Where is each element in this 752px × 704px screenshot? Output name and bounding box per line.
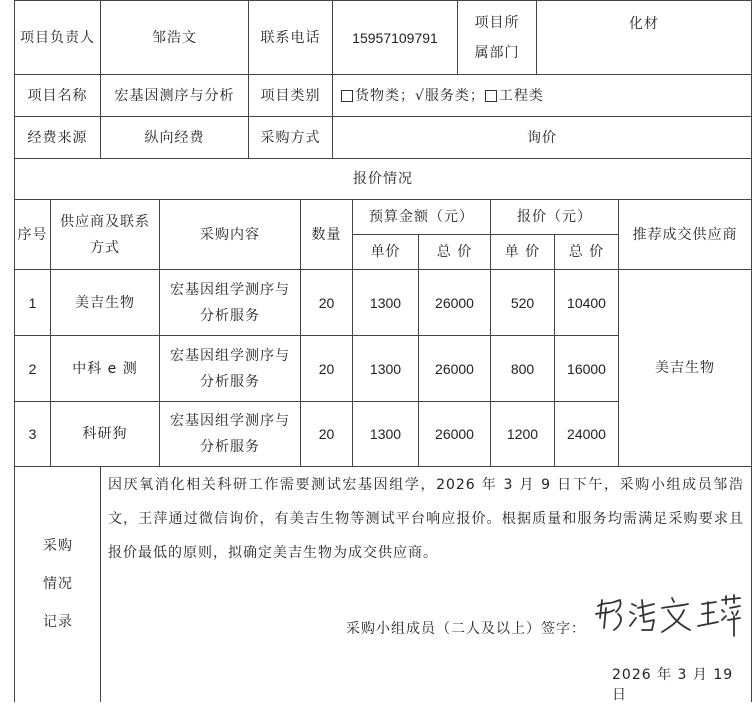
project-name-label: 项目名称 — [14, 74, 101, 117]
col-qty: 数量 — [300, 199, 353, 270]
leader-label: 项目负责人 — [14, 0, 101, 75]
recommended-supplier: 美吉生物 — [618, 269, 752, 467]
row-3-content: 宏基因组学测序与 分析服务 — [159, 401, 301, 467]
row-2-budget-unit: 1300 — [352, 335, 419, 402]
row-1-seq: 1 — [14, 269, 51, 336]
fund-label: 经费来源 — [14, 116, 101, 159]
method-value: 询价 — [332, 116, 752, 159]
sub-budget-unit: 单价 — [352, 234, 419, 270]
row-2-price-total: 16000 — [554, 335, 619, 402]
sub-price-total: 总 价 — [554, 234, 619, 270]
row-1-qty: 20 — [300, 269, 353, 336]
category-label: 项目类别 — [248, 74, 333, 117]
project-name-value: 宏基因测序与分析 — [100, 74, 249, 117]
row-3-price-total: 24000 — [554, 401, 619, 467]
row-1-content: 宏基因组学测序与 分析服务 — [159, 269, 301, 336]
col-recommend: 推荐成交供应商 — [618, 199, 752, 270]
record-text: 因厌氧消化相关科研工作需要测试宏基因组学，2026 年 3 月 9 日下午，采购小组成员邹浩文，王萍通过微信询价，有美吉生物等测试平台响应报价。根据质量和服务均需满足采购要求且报价最低的原则，拟确定美吉生物为成交供应商。 — [108, 477, 744, 561]
phone-label: 联系电话 — [248, 0, 333, 75]
row-3-price-unit: 1200 — [490, 401, 555, 467]
record-label: 采购 情况 记录 — [43, 537, 73, 630]
row-1-budget-unit: 1300 — [352, 269, 419, 336]
phone-value: 15957109791 — [332, 0, 458, 75]
row-1-budget-total: 26000 — [418, 269, 491, 336]
row-2-price-unit: 800 — [490, 335, 555, 402]
row-3-qty: 20 — [300, 401, 353, 467]
row-2-qty: 20 — [300, 335, 353, 402]
row-2-budget-total: 26000 — [418, 335, 491, 402]
sub-budget-total: 总 价 — [418, 234, 491, 270]
row-3-budget-unit: 1300 — [352, 401, 419, 467]
col-content: 采购内容 — [159, 199, 301, 270]
row-2-seq: 2 — [14, 335, 51, 402]
record-date: 2026 年 3 月 19 日 — [612, 667, 734, 703]
col-budget: 预算金额（元） — [352, 199, 491, 235]
col-price: 报价（元） — [490, 199, 619, 235]
row-3-seq: 3 — [14, 401, 51, 467]
col-supplier: 供应商及联系 方式 — [50, 199, 160, 270]
row-2-supplier: 中科 e 测 — [50, 335, 160, 402]
sub-price-unit: 单 价 — [490, 234, 555, 270]
row-1-price-unit: 520 — [490, 269, 555, 336]
goods-checkbox — [341, 90, 353, 102]
row-1-supplier: 美吉生物 — [50, 269, 160, 336]
quote-section-title: 报价情况 — [14, 158, 752, 200]
sign-label: 采购小组成员（二人及以上）签字： — [346, 621, 586, 637]
row-2-content: 宏基因组学测序与 分析服务 — [159, 335, 301, 402]
services-check-icon: √ — [415, 87, 425, 104]
fund-value: 纵向经费 — [100, 116, 249, 159]
row-3-supplier: 科研狗 — [50, 401, 160, 467]
dept-value: 化材 — [536, 0, 752, 75]
engineering-checkbox — [485, 90, 497, 102]
row-1-price-total: 10400 — [554, 269, 619, 336]
handwritten-signature — [592, 592, 742, 638]
method-label: 采购方式 — [248, 116, 333, 159]
leader-value: 邹浩文 — [100, 0, 249, 75]
dept-label: 项目所 属部门 — [457, 0, 537, 75]
category-options: 货物类； √ 服务类； 工程类 — [332, 74, 752, 117]
row-3-budget-total: 26000 — [418, 401, 491, 467]
col-seq: 序号 — [14, 199, 51, 270]
